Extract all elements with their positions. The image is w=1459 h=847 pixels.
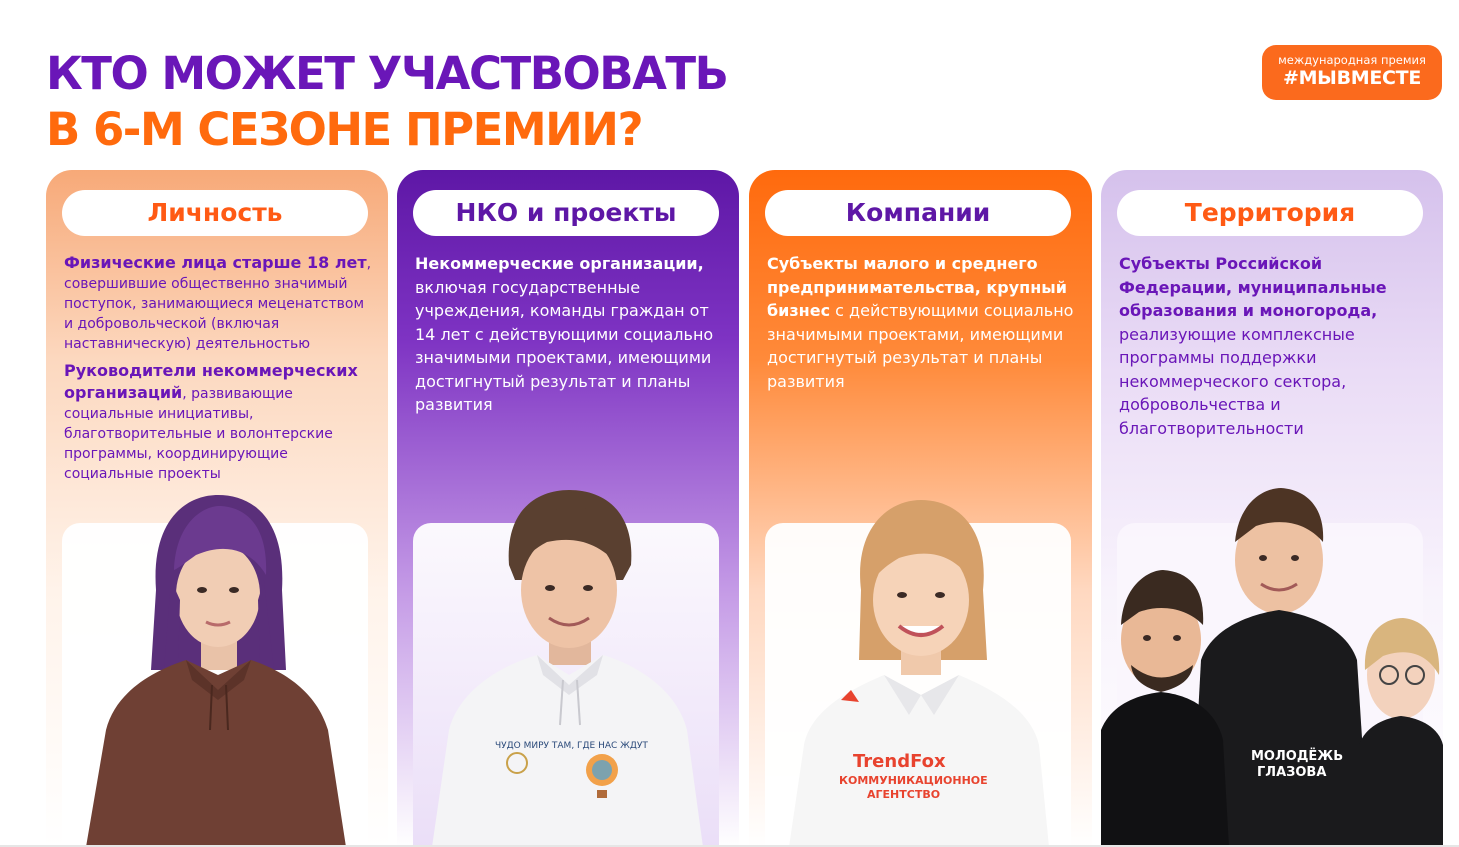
title-line-1: КТО МОЖЕТ УЧАСТВОВАТЬ xyxy=(46,47,728,100)
card-territory xyxy=(1101,170,1443,847)
card-nko-p1-rest: включая государственные учреждения, команды граждан от 14 лет с действующими социально значимыми проектами, имеющими достигнутый результат и планы развития xyxy=(415,277,714,414)
shirt-print-text: ЧУДО МИРУ ТАМ, ГДЕ НАС ЖДУТ xyxy=(495,741,648,751)
award-logo-badge xyxy=(1262,45,1442,100)
person-photo-woman-2 xyxy=(749,170,1092,847)
group-photo-three-people xyxy=(1101,170,1443,847)
shirt-tagline-2: АГЕНТСТВО xyxy=(867,788,941,801)
card-nko xyxy=(397,170,739,847)
card-territory-label: Территория xyxy=(1117,190,1423,236)
card-companies-label: Компании xyxy=(765,190,1071,236)
card-territory-p1-bold: Субъекты Российской Федерации, муниципальные образования и моногорода, xyxy=(1119,254,1387,320)
person-photo-man xyxy=(397,170,739,847)
card-person xyxy=(46,170,388,847)
person-photo-woman xyxy=(46,170,388,847)
card-nko-label: НКО и проекты xyxy=(413,190,719,236)
card-person-p1-bold: Физические лица старше 18 лет xyxy=(64,253,367,272)
shirt-print-1: МОЛОДЁЖЬ xyxy=(1251,749,1344,764)
page-title xyxy=(46,46,727,158)
card-person-p1-rest: , совершившие общественно значимый поступок, занимающиеся меценатством и добровольческой (включая наставническую) деятельностью xyxy=(64,256,372,352)
card-person-p2-bold: Руководители некоммерческих организаций xyxy=(64,361,358,402)
shirt-tagline-1: КОММУНИКАЦИОННОЕ xyxy=(839,774,988,787)
card-companies xyxy=(749,170,1092,847)
card-person-p2-rest: , развивающие социальные инициативы, благотворительные и волонтерские программы, координирующие социальные проекты xyxy=(64,386,333,482)
shirt-brand-text: TrendFox xyxy=(853,751,946,772)
badge-hashtag: #МЫВМЕСТЕ xyxy=(1282,67,1422,89)
card-territory-p1-rest: реализующие комплексные программы поддержки некоммерческого сектора, добровольчества и благотворительности xyxy=(1119,324,1355,438)
title-line-2: В 6-М СЕЗОНЕ ПРЕМИИ? xyxy=(46,103,643,156)
badge-subtitle: международная премия xyxy=(1278,53,1426,67)
card-person-label: Личность xyxy=(62,190,368,236)
card-companies-p1-bold: Субъекты малого и среднего предпринимательства, крупный бизнес xyxy=(767,254,1067,320)
card-nko-p1-bold: Некоммерческие организации, xyxy=(415,254,704,273)
shirt-print-2: ГЛАЗОВА xyxy=(1257,765,1327,780)
card-companies-p1-rest: с действующими социально значимыми проектами, имеющими достигнутый результат и планы развития xyxy=(767,301,1074,391)
